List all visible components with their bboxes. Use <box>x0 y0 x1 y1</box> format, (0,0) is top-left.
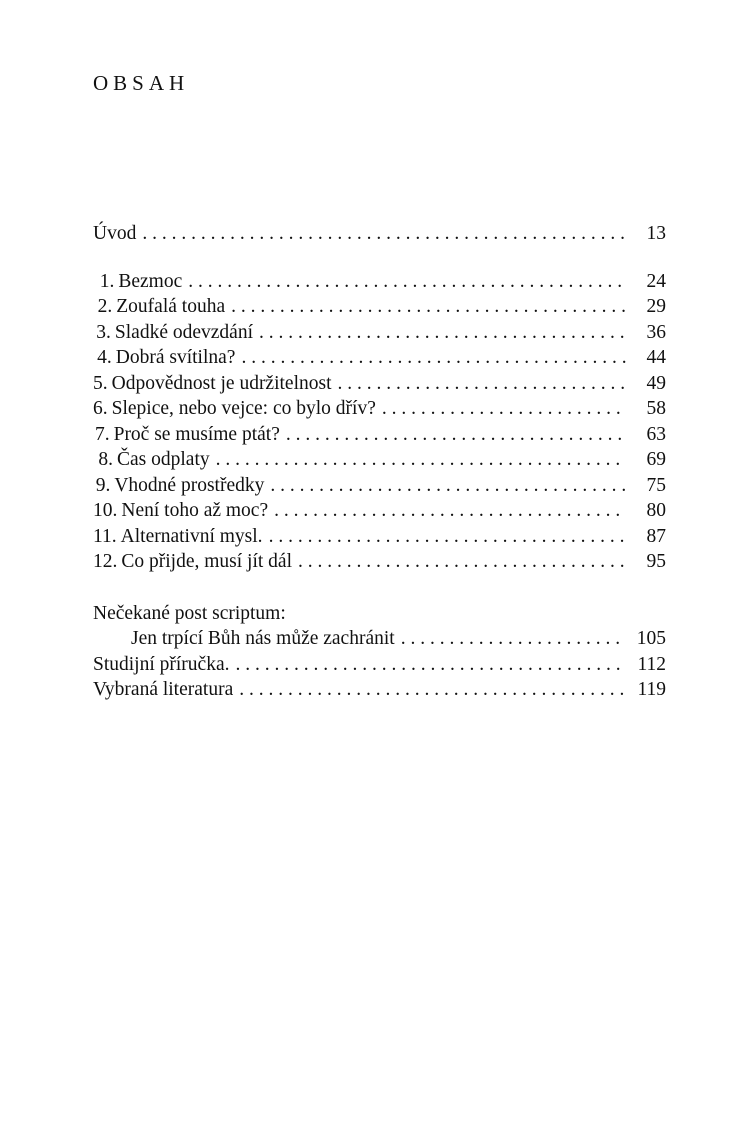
toc-leader-dots <box>298 549 626 575</box>
toc-entry-title: Zoufalá touha <box>116 296 226 317</box>
toc-entry-title: Odpovědnost je udržitelnost <box>111 372 332 394</box>
toc-entry-chapter-3 <box>93 320 666 346</box>
toc-entry-number: 2. <box>97 296 113 317</box>
toc-entry-page: 105 <box>636 628 666 649</box>
toc-entry-page: 29 <box>646 296 666 317</box>
table-of-contents <box>93 221 666 703</box>
toc-entry-chapter-4 <box>93 345 666 371</box>
toc-entry-number: 6. <box>93 398 108 419</box>
toc-entry-page: 119 <box>637 679 666 700</box>
toc-entry-title: Proč se musíme ptát? <box>113 423 280 445</box>
toc-section-heading-postscript <box>93 601 666 627</box>
toc-entry-intro <box>93 221 666 247</box>
toc-leader-dots <box>382 396 626 422</box>
toc-entry-chapter-12 <box>93 549 666 575</box>
spacer <box>93 247 666 269</box>
toc-entry-page: 63 <box>646 423 666 445</box>
toc-leader-dots <box>286 422 626 448</box>
toc-leader-dots <box>142 221 626 247</box>
toc-entry-title: Alternativní mysl. <box>120 525 263 547</box>
toc-entry-title: Úvod <box>93 223 137 244</box>
toc-entry-number: 11. <box>93 525 117 547</box>
toc-leader-dots <box>216 447 626 473</box>
toc-entry-number: 8. <box>98 449 114 470</box>
toc-leader-dots <box>239 677 626 703</box>
toc-leader-dots <box>270 473 626 499</box>
toc-entry-number: 1. <box>99 270 115 292</box>
toc-entry-title: Vybraná literatura <box>93 679 234 700</box>
toc-leader-dots <box>231 294 626 320</box>
toc-entry-title: Čas odplaty <box>117 449 210 470</box>
toc-entry-postscript <box>93 626 666 652</box>
toc-entry-page: 75 <box>646 474 666 496</box>
toc-entry-chapter-2 <box>93 294 666 320</box>
toc-entry-title: Studijní příručka. <box>93 653 230 675</box>
toc-entry-chapter-7 <box>93 422 666 448</box>
toc-entry-title: Jen trpící Bůh nás může zachránit <box>131 628 395 649</box>
toc-entry-title: Bezmoc <box>118 270 183 292</box>
toc-leader-dots <box>269 524 626 550</box>
toc-entry-page: 36 <box>646 321 666 343</box>
toc-entry-page: 44 <box>646 347 666 368</box>
toc-entry-number: 10. <box>93 500 118 521</box>
toc-leader-dots <box>274 498 626 524</box>
toc-leader-dots <box>259 320 626 346</box>
toc-entry-page: 95 <box>646 551 666 572</box>
toc-entry-bibliography <box>93 677 666 703</box>
toc-entry-number: 3. <box>96 321 111 343</box>
toc-entry-title: Co přijde, musí jít dál <box>121 551 292 572</box>
toc-entry-page: 13 <box>646 223 666 244</box>
toc-entry-chapter-11 <box>93 524 666 550</box>
toc-entry-chapter-8 <box>93 447 666 473</box>
toc-entry-page: 69 <box>646 449 666 470</box>
toc-entry-page: 112 <box>637 653 666 675</box>
toc-entry-title: Není toho až moc? <box>121 500 269 521</box>
toc-leader-dots <box>235 652 626 678</box>
toc-entry-page: 80 <box>646 500 666 521</box>
toc-leader-dots <box>241 345 626 371</box>
toc-entry-chapter-10 <box>93 498 666 524</box>
toc-entry-page: 49 <box>646 372 666 394</box>
toc-entry-page: 87 <box>646 525 666 547</box>
toc-entry-number: 7. <box>94 423 110 445</box>
toc-entry-chapter-6 <box>93 396 666 422</box>
toc-entry-title: Sladké odevzdání <box>114 321 253 343</box>
page-title: OBSAH <box>93 71 190 95</box>
toc-leader-dots <box>188 269 626 295</box>
toc-entry-title: Slepice, nebo vejce: co bylo dřív? <box>111 398 376 419</box>
toc-entry-study-guide <box>93 652 666 678</box>
toc-leader-dots <box>401 626 626 652</box>
toc-entry-page: 58 <box>646 398 666 419</box>
toc-entry-number: 9. <box>95 474 111 496</box>
spacer <box>93 575 666 601</box>
toc-leader-dots <box>338 371 626 397</box>
toc-entry-title: Dobrá svítilna? <box>115 347 236 368</box>
toc-entry-title: Vhodné prostředky <box>114 474 265 496</box>
toc-entry-number: 5. <box>93 372 108 394</box>
toc-entry-number: 4. <box>97 347 112 368</box>
toc-section-heading: Nečekané post scriptum: <box>93 602 286 624</box>
toc-entry-page: 24 <box>646 270 666 292</box>
toc-entry-chapter-9 <box>93 473 666 499</box>
toc-entry-number: 12. <box>93 551 118 572</box>
toc-entry-chapter-5 <box>93 371 666 397</box>
toc-entry-chapter-1 <box>93 269 666 295</box>
